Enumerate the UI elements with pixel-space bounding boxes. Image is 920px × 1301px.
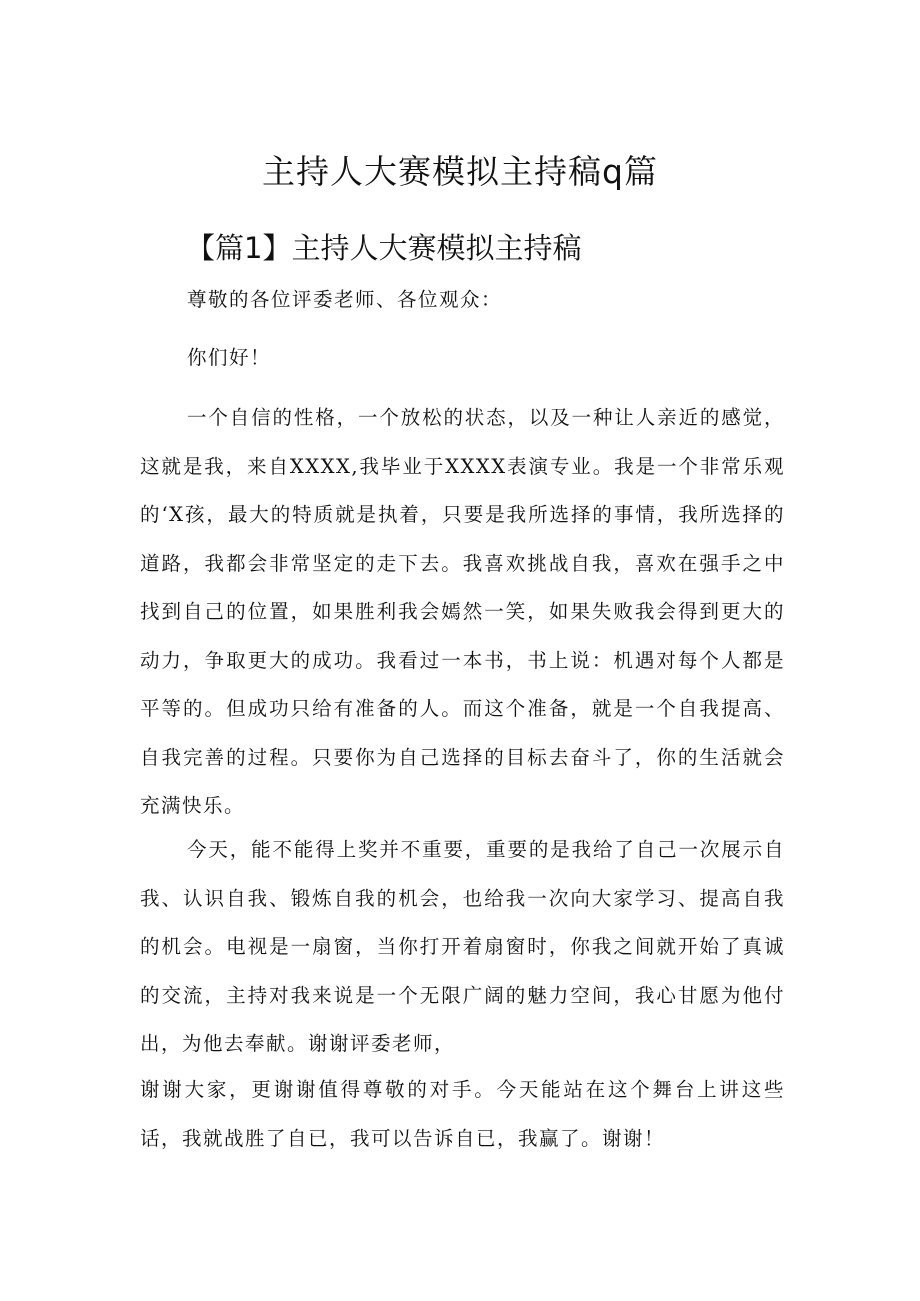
- section-title: 【篇1】主持人大赛模拟主持稿: [186, 231, 582, 266]
- paragraph-closing: 谢谢大家，更谢谢值得尊敬的对手。今天能站在这个舞台上讲这些话，我就战胜了自已，我可以告诉自已，我赢了。谢谢！: [140, 1078, 785, 1150]
- document-title: 主持人大赛模拟主持稿q篇: [262, 152, 658, 192]
- paragraph-today: 今天，能不能得上奖并不重要，重要的是我给了自己一次展示自我、认识自我、锻炼自我的机会，也给我一次向大家学习、提高自我的机会。电视是一扇窗，当你打开着扇窗时，你我之间就开始了真诚的交流，主持对我来说是一个无限广阔的魅力空间，我心甘愿为他付出，为他去奉献。谢谢评委老师，: [140, 838, 785, 1055]
- paragraph-hello: 你们好！: [187, 346, 272, 369]
- paragraph-greeting: 尊敬的各位评委老师、各位观众：: [187, 288, 503, 311]
- paragraph-self-introduction: 一个自信的性格，一个放松的状态，以及一种让人亲近的感觉，这就是我，来自XXXX,我毕业于XXXX表演专业。我是一个非常乐观的‘X孩，最大的特质就是执着，只要是我所选择的事情，我所选择的道路，我都会非常坚定的走下去。我喜欢挑战自我，喜欢在强手之中找到自己的位置，如果胜利我会嫣然一笑，如果失败我会得到更大的动力，争取更大的成功。我看过一本书，书上说：机遇对每个人都是平等的。但成功只给有准备的人。而这个准备，就是一个自我提高、自我完善的过程。只要你为自己选择的目标去奋斗了，你的生活就会充满快乐。: [140, 406, 785, 817]
